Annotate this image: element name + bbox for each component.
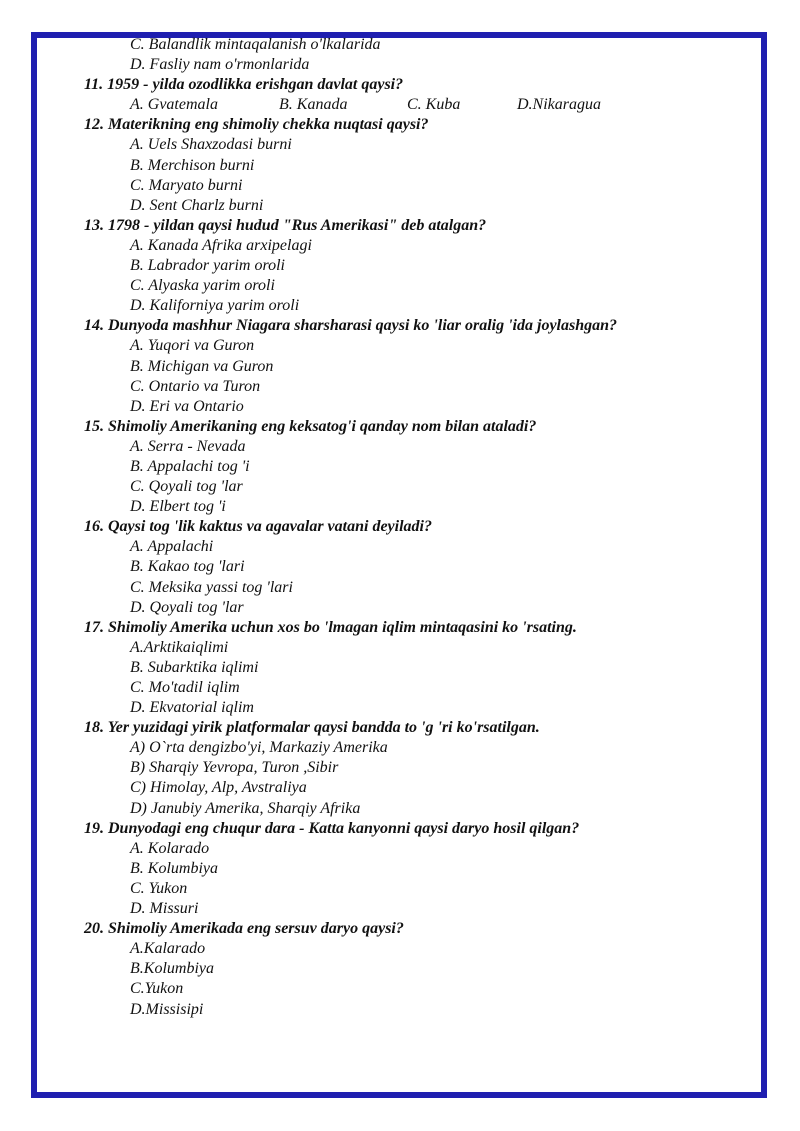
- answer-option: B. Labrador yarim oroli: [130, 257, 285, 275]
- answer-option: A. Yuqori va Guron: [130, 337, 255, 355]
- answer-option: C. Mo'tadil iqlim: [130, 679, 240, 696]
- answer-option: A. Gvatemala: [130, 96, 218, 114]
- answer-option: D. Elbert tog 'i: [130, 498, 226, 516]
- question-text: 15. Shimoliy Amerikaning eng keksatog'i qanday nom bilan ataladi?: [84, 417, 537, 435]
- answer-option: B. Kakao tog 'lari: [130, 558, 245, 576]
- answer-option: D.Missisipi: [130, 1000, 204, 1018]
- question-text: 14. Dunyoda mashhur Niagara sharsharasi qaysi ko 'liar oralig 'ida joylashgan?: [84, 317, 618, 335]
- answer-option: A.Kalarado: [130, 940, 206, 958]
- question-text: 12. Materikning eng shimoliy chekka nuqtasi qaysi?: [84, 116, 429, 134]
- answer-option: D. Fasliy nam o'rmonlarida: [130, 56, 310, 74]
- answer-option: A. Appalachi: [130, 538, 214, 556]
- answer-option: C. Qoyali tog 'lar: [130, 478, 243, 496]
- answer-options-row: [84, 95, 724, 115]
- answer-option: C) Himolay, Alp, Avstraliya: [130, 779, 307, 797]
- answer-option: C. Kuba: [407, 96, 461, 114]
- question-text: 16. Qaysi tog 'lik kaktus va agavalar vatani deyiladi?: [84, 518, 432, 536]
- answer-option: D. Ekvatorial iqlim: [130, 699, 254, 717]
- question-text: 18. Yer yuzidagi yirik platformalar qaysi bandda to 'g 'ri ko'rsatilgan.: [84, 719, 540, 737]
- answer-option: C. Ontario va Turon: [130, 377, 261, 395]
- answer-option: D.Nikaragua: [517, 96, 601, 114]
- answer-option: C. Yukon: [130, 879, 188, 897]
- question-list: [84, 35, 724, 1020]
- answer-option: A.Arktikaiqlimi: [130, 638, 229, 656]
- answer-option: B. Kanada: [279, 96, 348, 114]
- answer-option: B. Michigan va Guron: [130, 357, 274, 375]
- answer-option: D. Sent Charlz burni: [130, 196, 264, 214]
- answer-option: B.Kolumbiya: [130, 960, 214, 978]
- answer-option: C.Yukon: [130, 980, 184, 998]
- answer-option: D. Eri va Ontario: [130, 397, 244, 415]
- answer-option: B. Kolumbiya: [130, 859, 218, 877]
- answer-option: D. Qoyali tog 'lar: [130, 598, 244, 616]
- answer-option: D) Janubiy Amerika, Sharqiy Afrika: [130, 799, 361, 817]
- question-text: 19. Dunyodagi eng chuqur dara - Katta kanyonni qaysi daryo hosil qilgan?: [84, 819, 580, 837]
- answer-option: C. Meksika yassi tog 'lari: [130, 578, 293, 596]
- answer-option: D. Kaliforniya yarim oroli: [130, 297, 300, 315]
- question-text: 11. 1959 - yilda ozodlikka erishgan davlat qaysi?: [84, 76, 404, 94]
- answer-option: A. Serra - Nevada: [130, 437, 246, 455]
- answer-option: C. Maryato burni: [130, 176, 243, 194]
- answer-option: B. Appalachi tog 'i: [130, 457, 250, 475]
- answer-option: C. Balandlik mintaqalanish o'lkalarida: [130, 36, 381, 53]
- answer-option: A. Kanada Afrika arxipelagi: [130, 236, 312, 254]
- answer-option: B. Merchison burni: [130, 156, 255, 174]
- answer-option: A. Kolarado: [130, 839, 210, 857]
- answer-option: B) Sharqiy Yevropa, Turon ,Sibir: [130, 759, 339, 777]
- answer-option: D. Missuri: [130, 900, 199, 918]
- answer-option: C. Alyaska yarim oroli: [130, 277, 275, 295]
- answer-option: B. Subarktika iqlimi: [130, 658, 259, 676]
- question-text: 13. 1798 - yildan qaysi hudud "Rus Amerikasi" deb atalgan?: [84, 216, 487, 234]
- answer-option: A) O`rta dengizbo'yi, Markaziy Amerika: [130, 739, 388, 757]
- answer-option: A. Uels Shaxzodasi burni: [130, 136, 292, 154]
- question-text: 17. Shimoliy Amerika uchun xos bo 'lmagan iqlim mintaqasini ko 'rsating.: [84, 618, 577, 636]
- question-text: 20. Shimoliy Amerikada eng sersuv daryo qaysi?: [84, 920, 404, 938]
